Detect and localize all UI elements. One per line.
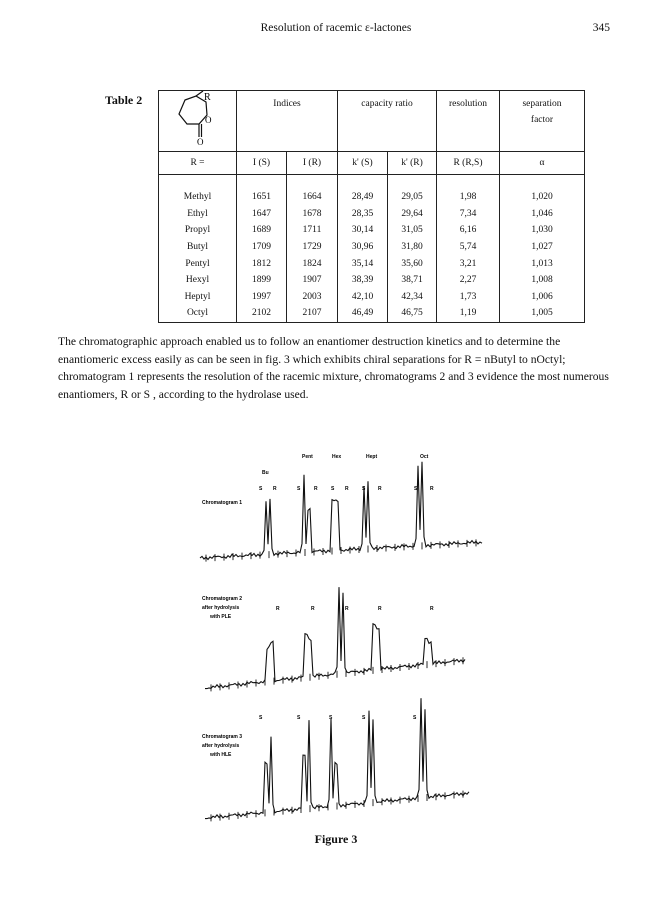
enantiomer-label: R xyxy=(345,486,349,492)
table-cell: 1899 xyxy=(237,272,287,289)
chromatogram-3-enzyme: with HLE xyxy=(210,752,232,758)
enantiomer-labels xyxy=(259,486,434,721)
table-cell: 1,19 xyxy=(437,305,500,322)
table-cell: 1,006 xyxy=(500,289,585,306)
table-cell: 46,75 xyxy=(388,305,437,322)
subheader-cell: R = xyxy=(159,152,237,175)
table-cell: 1,008 xyxy=(500,272,585,289)
enantiomer-label: S xyxy=(362,715,366,721)
enantiomer-label: R xyxy=(345,606,349,612)
subheader-cell: I (S) xyxy=(237,152,287,175)
chromatogram-3-condition: after hydrolysis xyxy=(202,743,240,749)
table-cell: Methyl xyxy=(159,189,237,206)
table-cell: 1711 xyxy=(287,222,338,239)
table-cell: 42,10 xyxy=(338,289,388,306)
structure-carbonyl-oxygen: O xyxy=(197,137,204,145)
table-cell: 1,046 xyxy=(500,206,585,223)
peak-label-oct: Oct xyxy=(420,454,429,460)
table-cell: Hexyl xyxy=(159,272,237,289)
table-cell: 31,05 xyxy=(388,222,437,239)
table-cell: 2102 xyxy=(237,305,287,322)
table-cell: 28,35 xyxy=(338,206,388,223)
running-title: Resolution of racemic ε-lactones xyxy=(260,22,412,34)
table-cell: 1651 xyxy=(237,189,287,206)
table-cell: 29,64 xyxy=(388,206,437,223)
header-indices: Indices xyxy=(237,91,338,152)
table-cell: Heptyl xyxy=(159,289,237,306)
subheader-cell: I (R) xyxy=(287,152,338,175)
table-cell: Pentyl xyxy=(159,255,237,272)
enantiomer-label: R xyxy=(378,486,382,492)
page-number: 345 xyxy=(592,22,610,34)
table-cell: 1,020 xyxy=(500,189,585,206)
enantiomer-label: S xyxy=(331,486,335,492)
table-cell: 1997 xyxy=(237,289,287,306)
enantiomer-label: R xyxy=(311,606,315,612)
chromatogram-2-trace xyxy=(205,587,465,688)
table-cell: 1,027 xyxy=(500,239,585,256)
table-cell: 1812 xyxy=(237,255,287,272)
enantiomer-label: S xyxy=(413,715,417,721)
table-cell: 3,21 xyxy=(437,255,500,272)
chromatogram-traces xyxy=(200,462,482,822)
peak-label-pent: Pent xyxy=(302,454,313,460)
figure-caption: Figure 3 xyxy=(314,832,358,846)
table-cell: 1907 xyxy=(287,272,338,289)
enantiomer-label: S xyxy=(362,486,366,492)
table-label: Table 2 xyxy=(105,93,143,107)
chromatogram-3-label: Chromatogram 3 xyxy=(202,734,243,740)
enantiomer-label: S xyxy=(297,486,301,492)
table-cell: 1,013 xyxy=(500,255,585,272)
subheader-cell: k' (R) xyxy=(388,152,437,175)
enantiomer-label: R xyxy=(430,606,434,612)
table-cell: 1709 xyxy=(237,239,287,256)
enantiomer-label: S xyxy=(329,715,333,721)
table-cell: 1824 xyxy=(287,255,338,272)
enantiomer-label: R xyxy=(273,486,277,492)
enantiomer-label: R xyxy=(378,606,382,612)
chromatogram-2-condition: after hydrolysis xyxy=(202,605,240,611)
table-cell: 1689 xyxy=(237,222,287,239)
enantiomer-label: S xyxy=(297,715,301,721)
subheader-cell: k' (S) xyxy=(338,152,388,175)
enantiomer-label: S xyxy=(414,486,418,492)
enantiomer-label: S xyxy=(259,486,263,492)
enantiomer-label: R xyxy=(276,606,280,612)
table-cell: 2003 xyxy=(287,289,338,306)
table-cell: 30,14 xyxy=(338,222,388,239)
table-cell: 38,71 xyxy=(388,272,437,289)
subheader-cell: α xyxy=(500,152,585,175)
enantiomer-label: R xyxy=(430,486,434,492)
table-cell: 46,49 xyxy=(338,305,388,322)
peak-label-bu: Bu xyxy=(262,470,269,476)
table-cell: 1,030 xyxy=(500,222,585,239)
structure-ring-oxygen: O xyxy=(205,115,212,125)
table-cell: Propyl xyxy=(159,222,237,239)
chromatogram-3-trace xyxy=(205,698,469,818)
enantiomer-label: S xyxy=(259,715,263,721)
table-cell: 29,05 xyxy=(388,189,437,206)
table-cell: 1,005 xyxy=(500,305,585,322)
peak-label-hex: Hex xyxy=(332,454,342,460)
table-cell: 6,16 xyxy=(437,222,500,239)
table-cell: 1664 xyxy=(287,189,338,206)
structure-r-label: R xyxy=(204,92,211,103)
table-cell: Ethyl xyxy=(159,206,237,223)
table-cell: 42,34 xyxy=(388,289,437,306)
table-cell: 1678 xyxy=(287,206,338,223)
table-cell: 30,96 xyxy=(338,239,388,256)
peak-label-hept: Hept xyxy=(366,454,378,460)
table-cell: 1,98 xyxy=(437,189,500,206)
table-cell: 1647 xyxy=(237,206,287,223)
chromatogram-1-label: Chromatogram 1 xyxy=(202,500,243,506)
table-cell: Butyl xyxy=(159,239,237,256)
chromatogram-2-enzyme: with PLE xyxy=(210,614,232,620)
table-cell: 5,74 xyxy=(437,239,500,256)
enantiomer-label: R xyxy=(314,486,318,492)
table-cell: Octyl xyxy=(159,305,237,322)
header-separation: separation xyxy=(522,99,562,109)
header-factor: factor xyxy=(530,115,554,125)
table-cell: 2,27 xyxy=(437,272,500,289)
table-cell: 31,80 xyxy=(388,239,437,256)
body-paragraph: The chromatographic approach enabled us to follow an enantiomer destruction kinetics and to determine the enantiomeric excess easily as can be seen in fig. 3 which exhibits chiral separations for R = nButyl to nOctyl; chromatogram 1 represents the resolution of the racemic mixture, chromatograms 2 and 3 evidence the most numerous enantiomers, R or S , according to the hydrolase used. xyxy=(58,335,609,401)
table-cell: 28,49 xyxy=(338,189,388,206)
table-cell: 1729 xyxy=(287,239,338,256)
table-cell: 35,14 xyxy=(338,255,388,272)
table-cell: 7,34 xyxy=(437,206,500,223)
table-cell: 2107 xyxy=(287,305,338,322)
table-cell: 1,73 xyxy=(437,289,500,306)
table-cell: 38,39 xyxy=(338,272,388,289)
header-capacity-ratio: capacity ratio xyxy=(338,91,437,152)
chromatogram-2-label: Chromatogram 2 xyxy=(202,596,243,602)
subheader-cell: R (R,S) xyxy=(437,152,500,175)
table-cell: 35,60 xyxy=(388,255,437,272)
header-resolution: resolution xyxy=(437,91,500,152)
